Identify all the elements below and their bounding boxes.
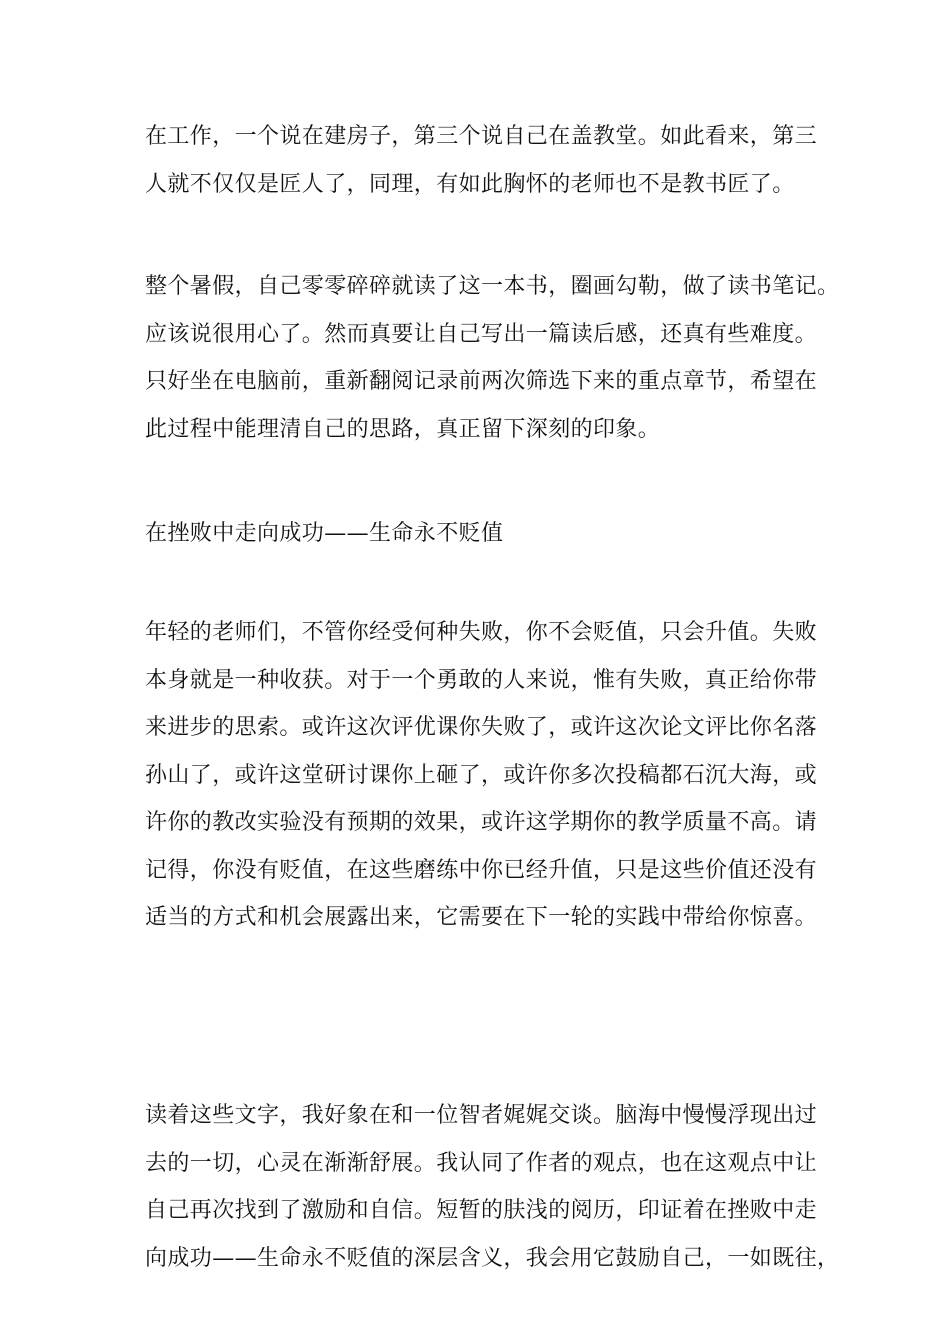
text-line: 此过程中能理清自己的思路，真正留下深刻的印象。 bbox=[145, 416, 661, 442]
text-line: 应该说很用心了。然而真要让自己写出一篇读后感，还真有些难度。 bbox=[145, 321, 818, 347]
text-line: 读着这些文字，我好象在和一位智者娓娓交谈。脑海中慢慢浮现出过 bbox=[145, 1103, 818, 1128]
text-line: 来进步的思索。或许这次评优课你失败了，或许这次论文评比你名落 bbox=[145, 715, 818, 740]
heading-text: 在挫败中走向成功——生命永不贬值 bbox=[145, 521, 504, 546]
text-line: 整个暑假，自己零零碎碎就读了这一本书，圈画勾勒，做了读书笔记。 bbox=[145, 274, 840, 299]
text-line: 向成功——生命永不贬值的深层含义，我会用它鼓励自己，一如既往， bbox=[145, 1245, 840, 1271]
section-heading bbox=[145, 510, 815, 558]
text-line: 人就不仅仅是匠人了，同理，有如此胸怀的老师也不是教书匠了。 bbox=[145, 171, 795, 197]
text-line: 孙山了，或许这堂研讨课你上砸了，或许你多次投稿都石沉大海，或 bbox=[145, 762, 818, 788]
text-line: 本身就是一种收获。对于一个勇敢的人来说，惟有失败，真正给你带 bbox=[145, 667, 818, 693]
paragraph-4 bbox=[145, 1092, 840, 1282]
text-line: 自己再次找到了激励和自信。短暂的肤浅的阅历，印证着在挫败中走 bbox=[145, 1198, 818, 1223]
text-line: 许你的教改实验没有预期的效果，或许这学期你的教学质量不高。请 bbox=[145, 810, 818, 835]
text-line: 年轻的老师们，不管你经受何种失败，你不会贬值，只会升值。失败 bbox=[145, 620, 818, 645]
paragraph-2 bbox=[145, 263, 840, 453]
text-line: 去的一切，心灵在渐渐舒展。我认同了作者的观点，也在这观点中让 bbox=[145, 1150, 818, 1176]
paragraph-1 bbox=[145, 113, 818, 208]
text-line: 在工作，一个说在建房子，第三个说自己在盖教堂。如此看来，第三 bbox=[145, 124, 818, 149]
text-line: 记得，你没有贬值，在这些磨练中你已经升值，只是这些价值还没有 bbox=[145, 857, 818, 883]
paragraph-3 bbox=[145, 609, 818, 942]
text-line: 适当的方式和机会展露出来，它需要在下一轮的实践中带给你惊喜。 bbox=[145, 905, 818, 930]
text-line: 只好坐在电脑前，重新翻阅记录前两次筛选下来的重点章节，希望在 bbox=[145, 369, 818, 394]
